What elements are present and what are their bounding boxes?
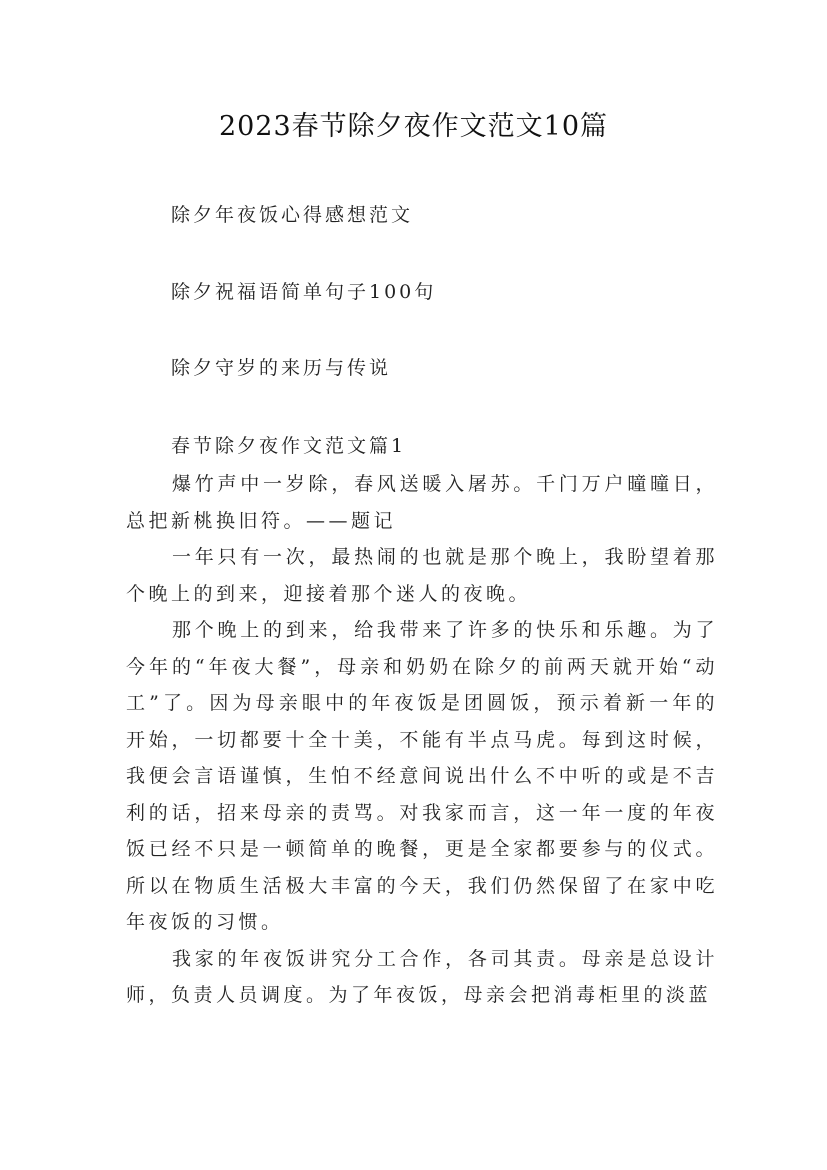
paragraph-2: 一年只有一次，最热闹的也就是那个晚上，我盼望着那个晚上的到来，迎接着那个迷人的夜晚。 xyxy=(126,546,718,605)
document-title: 2023春节除夕夜作文范文10篇 xyxy=(218,111,609,142)
related-article-link-1[interactable]: 除夕年夜饭心得感想范文 xyxy=(171,204,414,226)
related-article-link-2[interactable]: 除夕祝福语简单句子100句 xyxy=(171,281,437,303)
paragraph-3: 那个晚上的到来，给我带来了许多的快乐和乐趣。为了今年的“年夜大餐”，母亲和奶奶在除夕的前两天就开始“动工”了。因为母亲眼中的年夜饭是团圆饭，预示着新一年的开始，一切都要十全十美，不能有半点马虎。每到这时候，我便会言语谨慎，生怕不经意间说出什么不中听的或是不吉利的话，招来母亲的责骂。对我家而言，这一年一度的年夜饭已经不只是一顿简单的晚餐，更是全家都要参与的仪式。所以在物质生活极大丰富的今天，我们仍然保留了在家中吃年夜饭的习惯。 xyxy=(126,619,718,933)
paragraph-4: 我家的年夜饭讲究分工合作，各司其责。母亲是总设计师，负责人员调度。为了年夜饭，母亲会把消毒柜里的淡蓝 xyxy=(126,947,718,1006)
related-article-link-3[interactable]: 除夕守岁的来历与传说 xyxy=(171,357,392,379)
paragraph-epigraph: 爆竹声中一岁除，春风送暖入屠苏。千门万户曈曈日，总把新桃换旧符。——题记 xyxy=(126,473,718,532)
section-heading: 春节除夕夜作文范文篇1 xyxy=(171,435,407,457)
article-body xyxy=(126,466,718,1014)
